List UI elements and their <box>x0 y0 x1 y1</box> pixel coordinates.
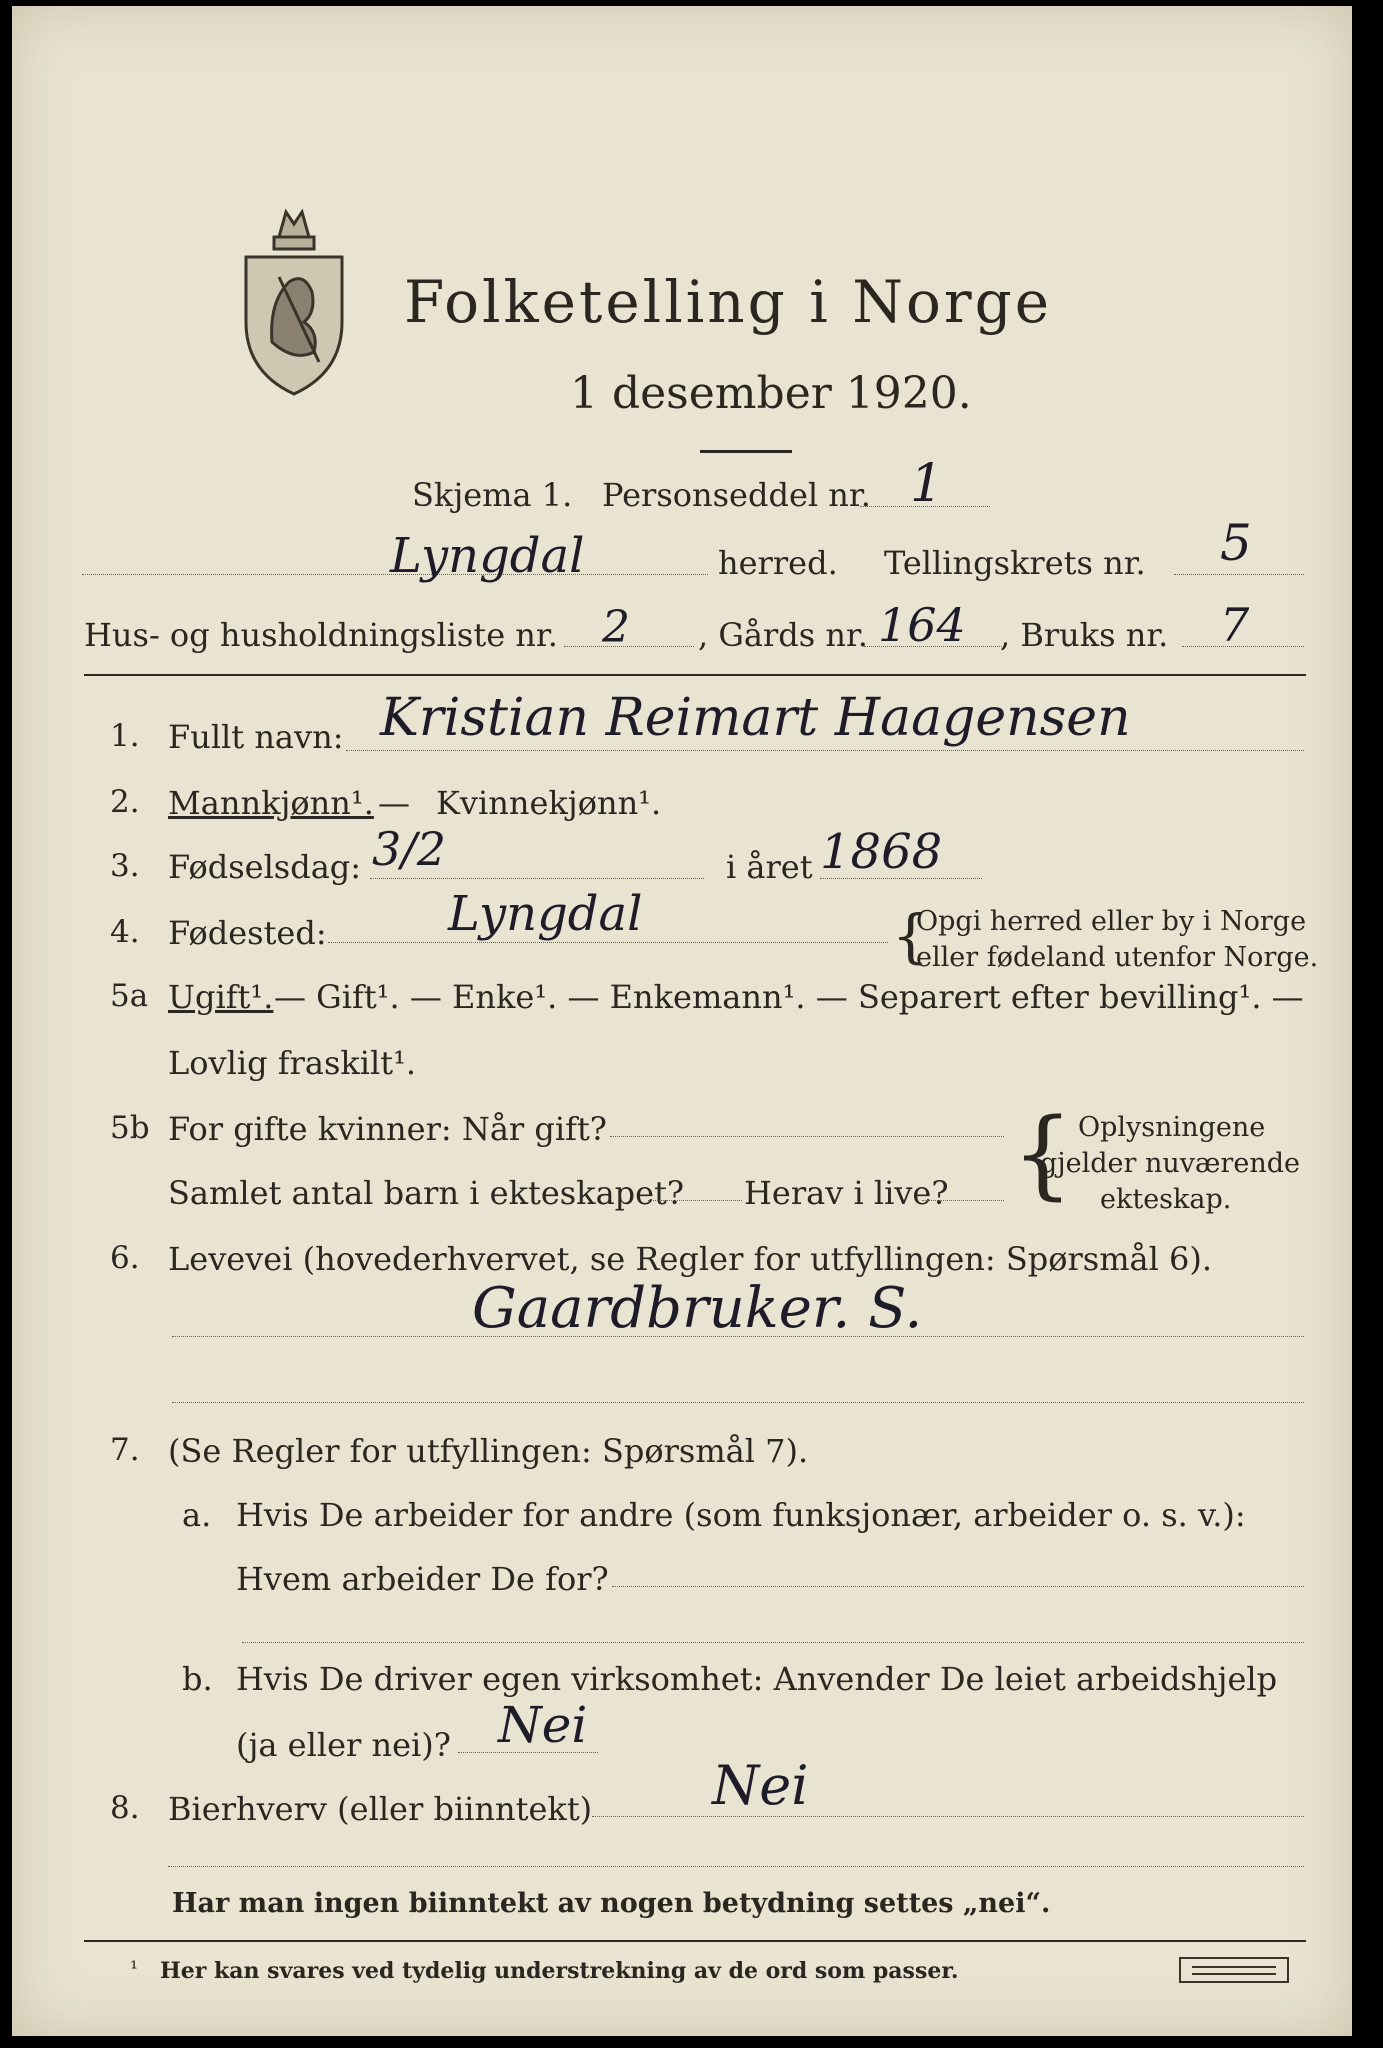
footer-divider <box>84 1940 1306 1942</box>
tellingskrets-line <box>1174 574 1304 575</box>
q3-year-value: 1868 <box>820 824 943 880</box>
q5a-other-options: — Gift¹. — Enke¹. — Enkemann¹. — Separert efter bevilling¹. — <box>274 978 1304 1016</box>
q8-number: 8. <box>110 1790 140 1826</box>
schema-label: Skjema 1. <box>412 476 573 514</box>
q4-line <box>328 942 888 943</box>
q5b-brace: { <box>1012 1098 1074 1210</box>
q5b-children-rule <box>648 1200 742 1201</box>
q7b-line1: Hvis De driver egen virksomhet: Anvender De leiet arbeidshjelp <box>236 1660 1278 1698</box>
norwegian-coat-of-arms-icon <box>234 202 354 402</box>
q7a-letter: a. <box>182 1496 212 1534</box>
q5b-alive: Herav i live? <box>744 1174 949 1212</box>
q3-label: Fødselsdag: <box>168 848 362 886</box>
bruks-value: 7 <box>1220 598 1250 652</box>
q7a-line2: Hvem arbeider De for? <box>236 1560 609 1598</box>
q4-label: Fødested: <box>168 914 327 952</box>
gards-label: , Gårds nr. <box>698 616 868 654</box>
q2-male: Mannkjønn¹. <box>168 784 374 822</box>
q1-number: 1. <box>110 718 140 754</box>
q7b-letter: b. <box>182 1660 213 1698</box>
tellingskrets-label: Tellingskrets nr. <box>884 544 1146 582</box>
q3-number: 3. <box>110 848 140 884</box>
footer-note: Har man ingen biinntekt av nogen betydning settes „nei“. <box>172 1888 1051 1919</box>
q5b-note-line2: gjelder nuværende <box>1040 1148 1300 1179</box>
census-form-page <box>12 6 1352 2036</box>
q5b-children: Samlet antal barn i ekteskapet? <box>168 1174 685 1212</box>
q7a-line3-rule <box>242 1642 1304 1643</box>
q7-number: 7. <box>110 1432 140 1468</box>
q5b-note-line3: ekteskap. <box>1100 1184 1232 1215</box>
q4-value: Lyngdal <box>448 886 643 942</box>
q6-value: Gaardbruker. S. <box>472 1276 923 1341</box>
q2-separator: — <box>378 784 410 822</box>
q5b-number: 5b <box>110 1110 150 1146</box>
q3-year-label: i året <box>726 848 813 886</box>
bruks-label: , Bruks nr. <box>1000 616 1169 654</box>
header-divider <box>84 674 1306 676</box>
q3-line <box>370 878 704 879</box>
q5a-ugift: Ugift¹. <box>168 978 274 1016</box>
q2-female: Kvinnekjønn¹. <box>436 784 662 822</box>
q8-value: Nei <box>712 1754 809 1817</box>
q7-label: (Se Regler for utfyllingen: Spørsmål 7). <box>168 1432 809 1470</box>
q4-number: 4. <box>110 914 140 950</box>
q7b-value: Nei <box>498 1696 588 1754</box>
q5b-line1: For gifte kvinner: Når gift? <box>168 1110 607 1148</box>
q2-number: 2. <box>110 784 140 820</box>
q6-number: 6. <box>110 1240 140 1276</box>
q7b-line2: (ja eller nei)? <box>236 1726 451 1764</box>
q3-value: 3/2 <box>372 822 447 876</box>
form-date: 1 desember 1920. <box>570 368 972 419</box>
q7a-line2-rule <box>612 1586 1304 1587</box>
tellingskrets-value: 5 <box>1220 514 1252 572</box>
q1-line <box>346 750 1304 751</box>
q1-value: Kristian Reimart Haagensen <box>380 688 1131 748</box>
form-title: Folketelling i Norge <box>404 268 1053 336</box>
gards-value: 164 <box>878 598 966 652</box>
footnote-mark: ¹ <box>130 1956 139 1980</box>
title-divider <box>700 450 792 453</box>
q8-label: Bierhverv (eller biinntekt) <box>168 1790 593 1828</box>
herred-value: Lyngdal <box>390 528 585 584</box>
q8-line <box>592 1816 1304 1817</box>
q1-label: Fullt navn: <box>168 718 344 756</box>
q6-line1 <box>172 1336 1304 1337</box>
q4-note-line1: Opgi herred eller by i Norge <box>916 906 1307 937</box>
q5b-alive-rule <box>922 1200 1004 1201</box>
footer-divider-dotted <box>168 1866 1304 1867</box>
q7a-line1: Hvis De arbeider for andre (som funksjonær, arbeider o. s. v.): <box>236 1496 1246 1534</box>
printer-stamp-icon <box>1178 1956 1290 1984</box>
q5b-line1-rule <box>610 1136 1004 1137</box>
herred-label: herred. <box>718 544 838 582</box>
q5a-fraskilt: Lovlig fraskilt¹. <box>168 1044 417 1082</box>
q5b-note-line1: Oplysningene <box>1078 1112 1266 1143</box>
q5a-number: 5a <box>110 978 149 1014</box>
q4-brace: { <box>892 902 929 970</box>
personseddel-label: Personseddel nr. <box>602 476 871 514</box>
q4-note-line2: eller fødeland utenfor Norge. <box>916 942 1319 973</box>
hus-label: Hus- og husholdningsliste nr. <box>84 616 558 654</box>
q6-label: Levevei (hovederhvervet, se Regler for utfyllingen: Spørsmål 6). <box>168 1240 1213 1278</box>
q6-line2 <box>172 1402 1304 1403</box>
personseddel-value: 1 <box>910 454 944 514</box>
hus-value: 2 <box>602 602 630 653</box>
footnote-text: Her kan svares ved tydelig understrekning av de ord som passer. <box>160 1958 959 1984</box>
